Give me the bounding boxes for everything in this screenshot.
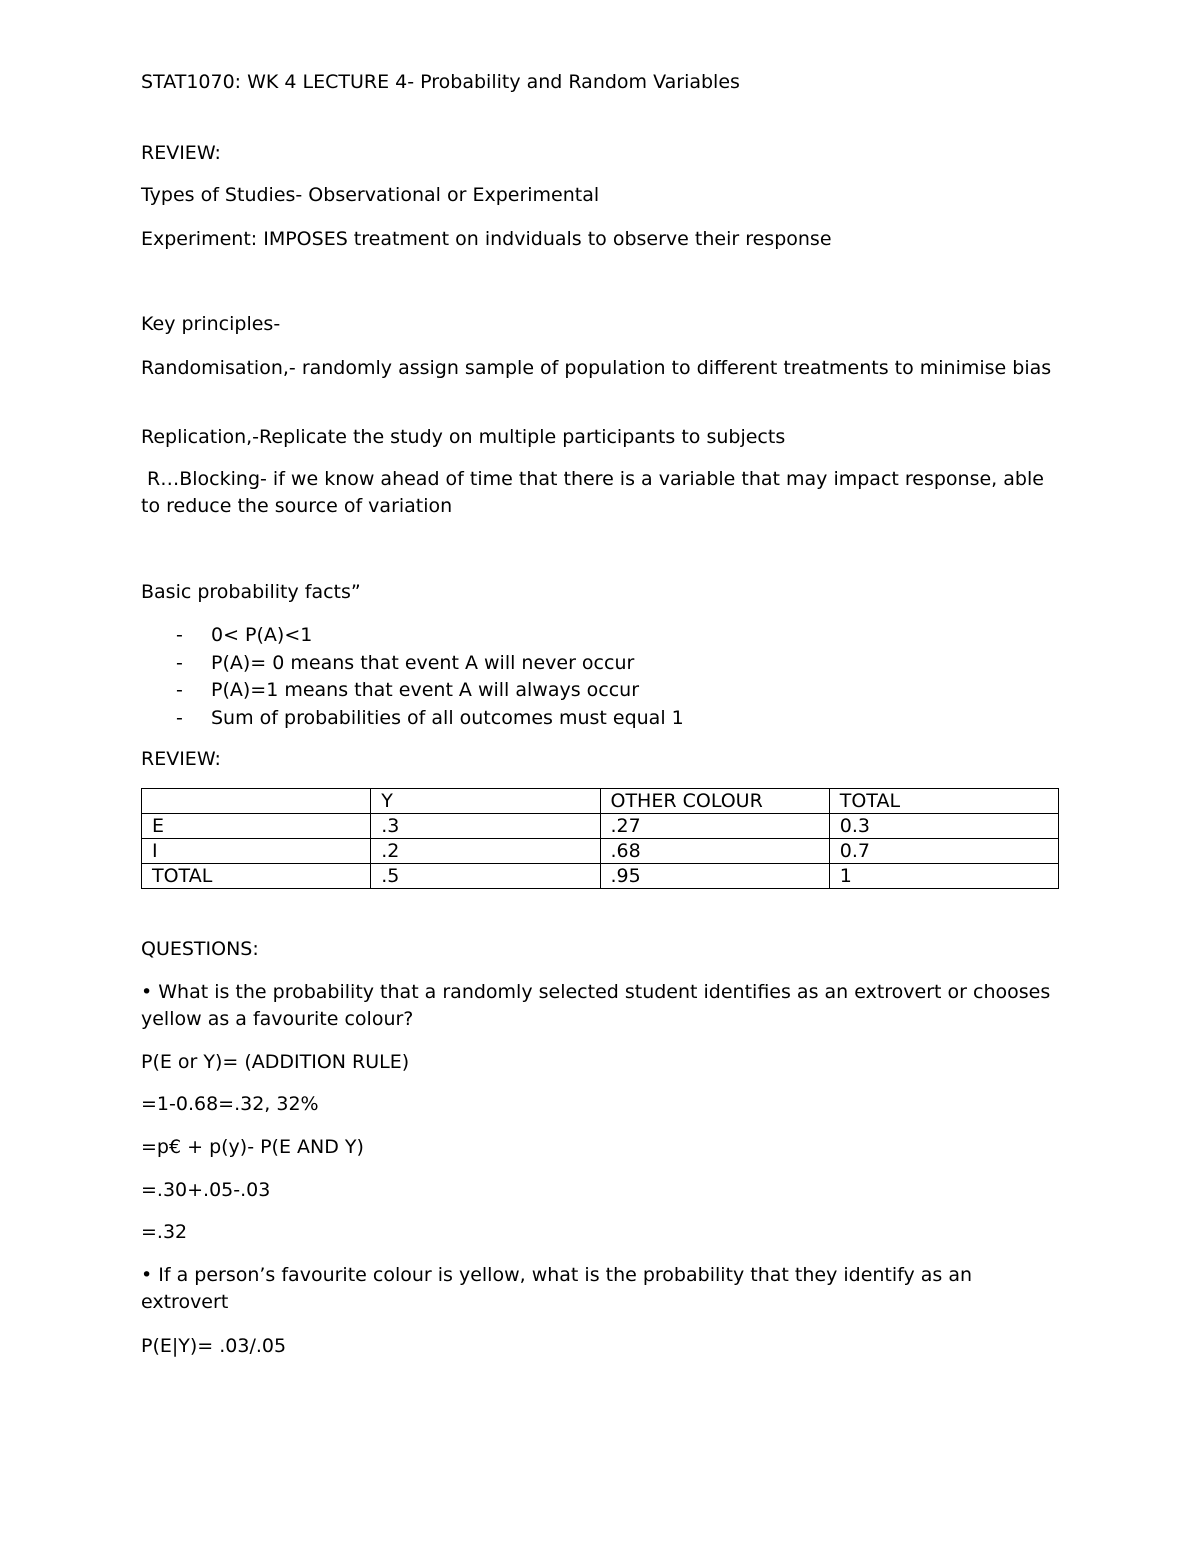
types-of-studies-line: Types of Studies- Observational or Experimental bbox=[141, 184, 600, 206]
fact-text: Sum of probabilities of all outcomes must equal 1 bbox=[211, 706, 684, 729]
working-line: =p€ + p(y)- P(E AND Y) bbox=[141, 1136, 364, 1158]
table-cell: 0.7 bbox=[829, 839, 1058, 864]
table-cell: .27 bbox=[600, 814, 829, 839]
list-item bbox=[141, 677, 684, 705]
table-header-row bbox=[142, 789, 1059, 814]
table-cell: .5 bbox=[371, 864, 600, 889]
dash-bullet: - bbox=[176, 706, 183, 729]
dash-bullet: - bbox=[176, 624, 183, 646]
table-cell: TOTAL bbox=[829, 789, 1058, 814]
table-cell: .68 bbox=[600, 839, 829, 864]
basic-probability-heading: Basic probability facts” bbox=[141, 581, 361, 603]
table-cell: Y bbox=[371, 789, 600, 814]
working-line: =.32 bbox=[141, 1221, 188, 1243]
dash-bullet: - bbox=[176, 679, 183, 701]
fact-text: P(A)= 0 means that event A will never occur bbox=[211, 651, 635, 674]
replication-paragraph: Replication,-Replicate the study on multiple participants to subjects bbox=[141, 426, 786, 448]
table-cell: I bbox=[142, 839, 371, 864]
fact-text: 0< P(A)<1 bbox=[211, 624, 313, 646]
key-principles-heading: Key principles- bbox=[141, 313, 281, 335]
working-line: =.30+.05-.03 bbox=[141, 1179, 271, 1201]
dash-bullet: - bbox=[176, 651, 183, 674]
table-cell: 0.3 bbox=[829, 814, 1058, 839]
table-cell: .3 bbox=[371, 814, 600, 839]
list-item bbox=[141, 650, 684, 678]
table-cell: .2 bbox=[371, 839, 600, 864]
table-cell bbox=[142, 789, 371, 814]
document-title: STAT1070: WK 4 LECTURE 4- Probability and Random Variables bbox=[141, 71, 740, 93]
table-cell: OTHER COLOUR bbox=[600, 789, 829, 814]
table-cell: TOTAL bbox=[142, 864, 371, 889]
table-cell: 1 bbox=[829, 864, 1058, 889]
working-line: P(E or Y)= (ADDITION RULE) bbox=[141, 1051, 410, 1073]
probability-facts-list bbox=[141, 622, 684, 732]
table-row bbox=[142, 839, 1059, 864]
contingency-table bbox=[141, 788, 1059, 889]
review-heading-second: REVIEW: bbox=[141, 748, 221, 770]
fact-text: P(A)=1 means that event A will always occur bbox=[211, 679, 640, 701]
list-item bbox=[141, 622, 684, 650]
randomisation-paragraph: Randomisation,- randomly assign sample of population to different treatments to minimise bias bbox=[141, 357, 1052, 379]
blocking-paragraph: R…Blocking- if we know ahead of time that there is a variable that may impact response, able to reduce the source of variation bbox=[141, 468, 1050, 517]
working-line: =1-0.68=.32, 32% bbox=[141, 1093, 319, 1115]
table-cell: .95 bbox=[600, 864, 829, 889]
experiment-definition: Experiment: IMPOSES treatment on indviduals to observe their response bbox=[141, 228, 832, 250]
table-row bbox=[142, 814, 1059, 839]
question-one: • What is the probability that a randomly selected student identifies as an extrovert or chooses yellow as a favourite colour? bbox=[141, 981, 1051, 1030]
working-line: P(E|Y)= .03/.05 bbox=[141, 1335, 287, 1357]
table-row bbox=[142, 864, 1059, 889]
table-cell: E bbox=[142, 814, 371, 839]
question-two: • If a person’s favourite colour is yellow, what is the probability that they identify as an extrovert bbox=[141, 1264, 973, 1313]
review-heading: REVIEW: bbox=[141, 142, 221, 164]
list-item bbox=[141, 705, 684, 733]
questions-heading: QUESTIONS: bbox=[141, 938, 259, 960]
